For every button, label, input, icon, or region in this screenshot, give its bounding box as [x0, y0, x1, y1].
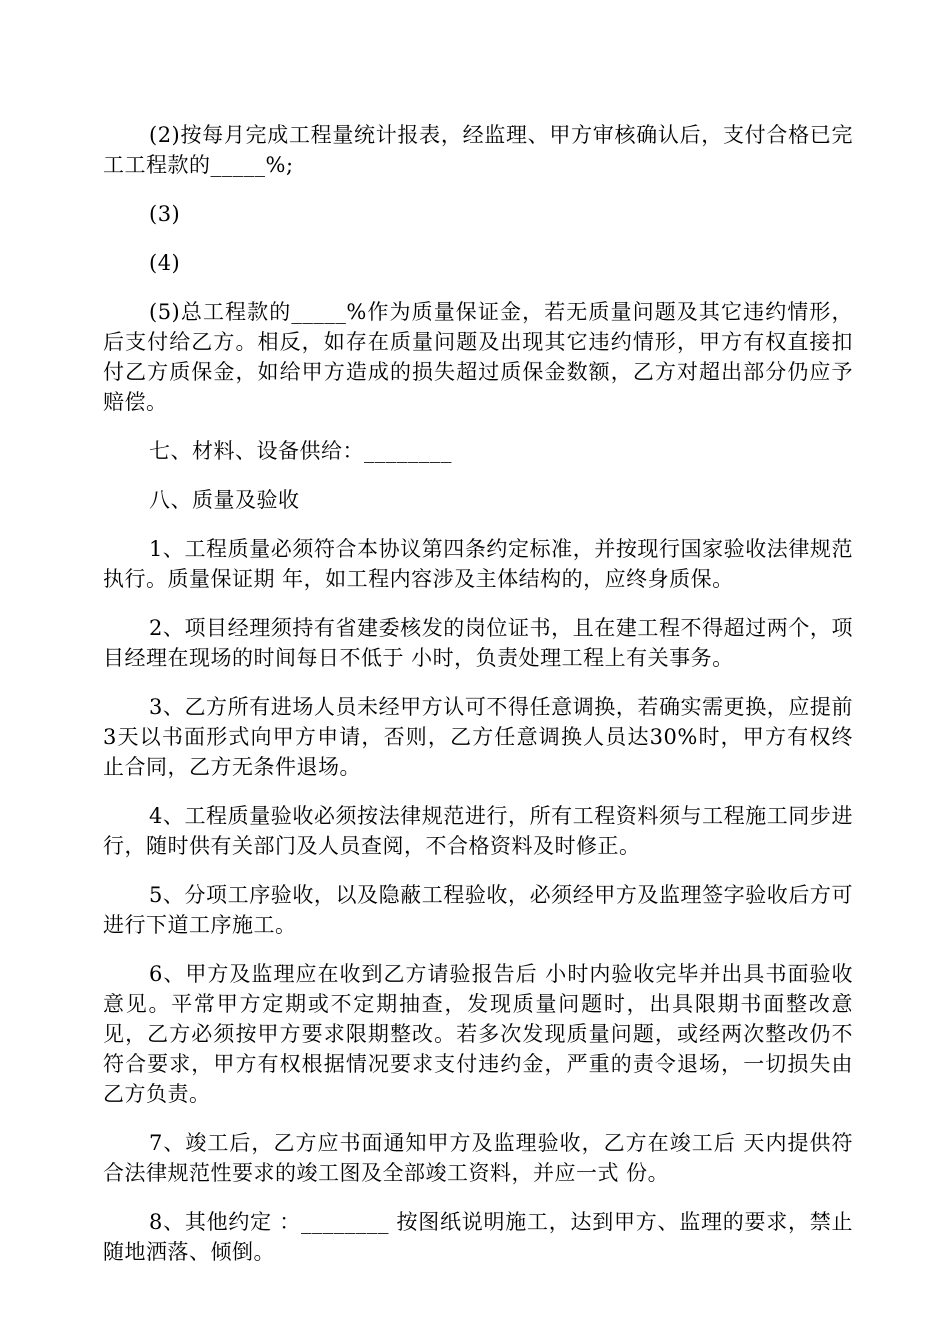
item-6-inspection: 6、甲方及监理应在收到乙方请验报告后 小时内验收完毕并出具书面验收意见。平常甲方定期或不定期抽查，发现质量问题时，出具限期书面整改意见，乙方必须按甲方要求限期整改。若多次发现质量问题，或经两次整改仍不符合要求，甲方有权根据情况要求支付违约金，严重的责令退场，一切损失由乙方负责。: [103, 962, 853, 1106]
clause-4: (4): [149, 251, 181, 275]
document-body: [103, 120, 861, 1286]
clause-5-quality-deposit: (5)总工程款的_____%作为质量保证金，若无质量问题及其它违约情形， 后支付给乙方。相反，如存在质量问题及出现其它违约情形，甲方有权直接扣付乙方质保金，如给甲方造成的损失超过质保金数额，乙方对超出部分仍应予赔偿。: [103, 300, 861, 414]
item-4-acceptance-records: 4、工程质量验收必须按法律规范进行，所有工程资料须与工程施工同步进行，随时供有关部门及人员查阅，不合格资料及时修正。: [103, 804, 853, 858]
item-2-project-manager: 2、项目经理须持有省建委核发的岗位证书，且在建工程不得超过两个，项目经理在现场的时间每日不低于 小时，负责处理工程上有关事务。: [103, 616, 853, 670]
item-3-personnel: 3、乙方所有进场人员未经甲方认可不得任意调换，若确实需更换，应提前3天以书面形式向甲方申请，否则，乙方任意调换人员达30%时，甲方有权终止合同，乙方无条件退场。: [103, 695, 853, 779]
item-8-other-terms: 8、其他约定 ：________ 按图纸说明施工，达到甲方、监理的要求，禁止随地洒落、倾倒。: [103, 1210, 853, 1264]
item-1-quality-standard: 1、工程质量必须符合本协议第四条约定标准，并按现行国家验收法律规范执行。质量保证期 年，如工程内容涉及主体结构的，应终身质保。: [103, 537, 853, 591]
section-7-materials-heading: 七、材料、设备供给：________: [149, 439, 452, 463]
item-5-process-acceptance: 5、分项工序验收，以及隐蔽工程验收，必须经甲方及监理签字验收后方可进行下道工序施工。: [103, 883, 853, 937]
section-8-quality-heading: 八、质量及验收: [149, 488, 300, 512]
clause-2-monthly-payment: (2)按每月完成工程量统计报表，经监理、甲方审核确认后，支付合格已完工工程款的_____%;: [103, 123, 853, 177]
item-7-completion: 7、竣工后，乙方应书面通知甲方及监理验收，乙方在竣工后 天内提供符合法律规范性要求的竣工图及全部竣工资料，并应一式 份。: [103, 1131, 853, 1185]
clause-3: (3): [149, 202, 181, 226]
